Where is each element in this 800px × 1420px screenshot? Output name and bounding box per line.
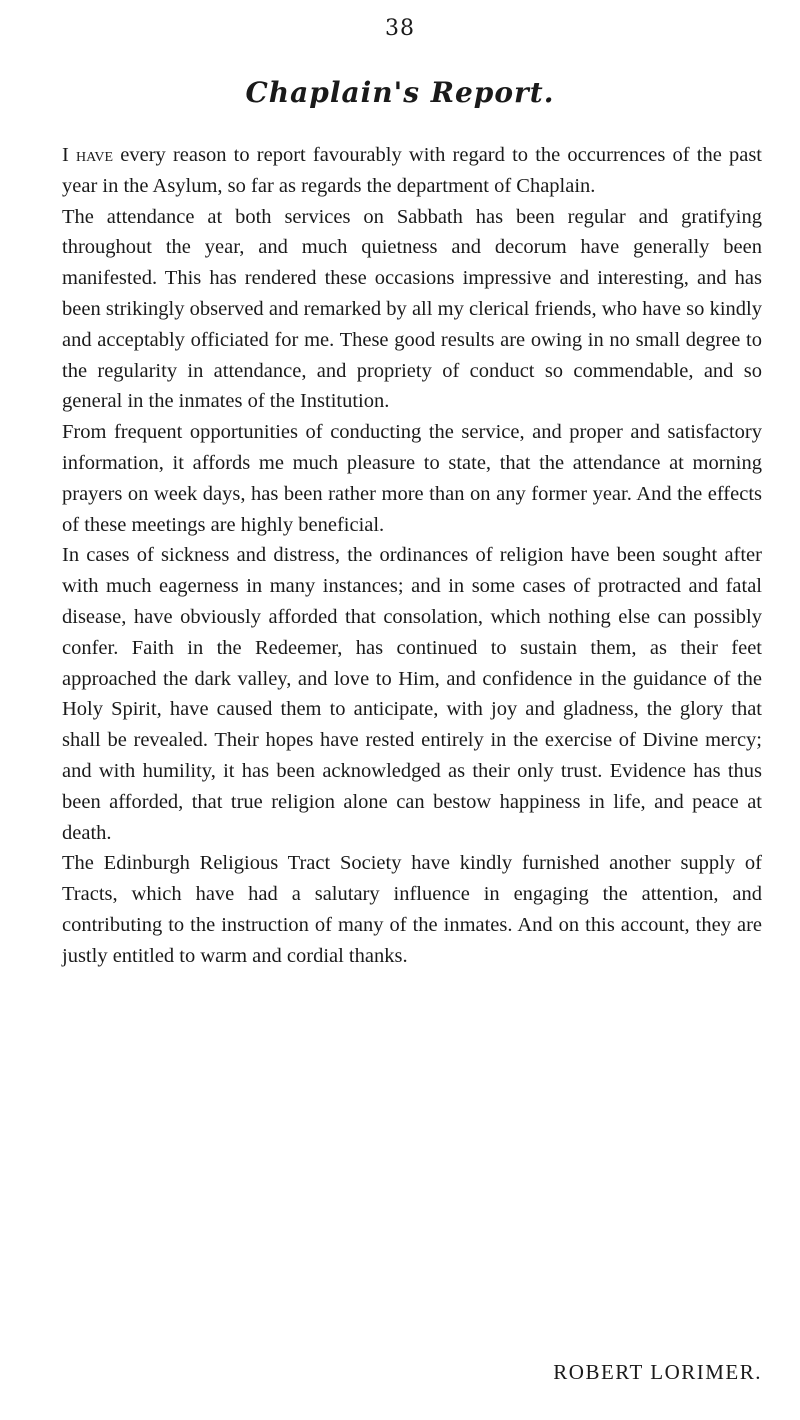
drop-initial: I: [62, 144, 69, 166]
page-title: Chaplain's Report.: [245, 76, 555, 109]
paragraph-1-text: every reason to report favourably with regard to the occurrences of the past year in the Asylum, so far as regards the department of Chaplain.: [62, 144, 762, 197]
lead-smallcaps: have: [68, 144, 114, 166]
report-body: [62, 140, 762, 972]
paragraph-4: In cases of sickness and distress, the ordinances of religion have been sought after with much eagerness in many instances; and in some cases of protracted and fatal disease, have obviously afforded that consolation, which nothing else can possibly confer. Faith in the Redeemer, has continued to sustain them, as their feet approached the dark valley, and love to Him, and confidence in the guidance of the Holy Spirit, have caused them to anticipate, with joy and gladness, the glory that shall be revealed. Their hopes have rested entirely in the exercise of Divine mercy; and with humility, it has been acknowledged as their only trust. Evidence has thus been afforded, that true religion alone can bestow happiness in life, and peace at death.: [62, 544, 762, 844]
paragraph-2: The attendance at both services on Sabbath has been regular and gratifying throughout the year, and much quietness and decorum have generally been manifested. This has rendered these occasions impressive and interesting, and has been strikingly observed and remarked by all my clerical friends, who have so kindly and acceptably officiated for me. These good results are owing in no small degree to the regularity in attendance, and propriety of conduct so commendable, and so general in the inmates of the Institution.: [62, 205, 762, 413]
page-number: 38: [385, 16, 415, 41]
paragraph-1: [62, 140, 762, 202]
paragraph-3: From frequent opportunities of conducting the service, and proper and satisfactory information, it affords me much pleasure to state, that the attendance at morning prayers on week days, has been rather more than on any former year. And the effects of these meetings are highly beneficial.: [62, 421, 762, 536]
paragraph-5: The Edinburgh Religious Tract Society have kindly furnished another supply of Tracts, which have had a salutary influence in engaging the attention, and contributing to the instruction of many of the inmates. And on this account, they are justly entitled to warm and cordial thanks.: [62, 852, 762, 967]
signature: ROBERT LORIMER.: [553, 1360, 762, 1384]
